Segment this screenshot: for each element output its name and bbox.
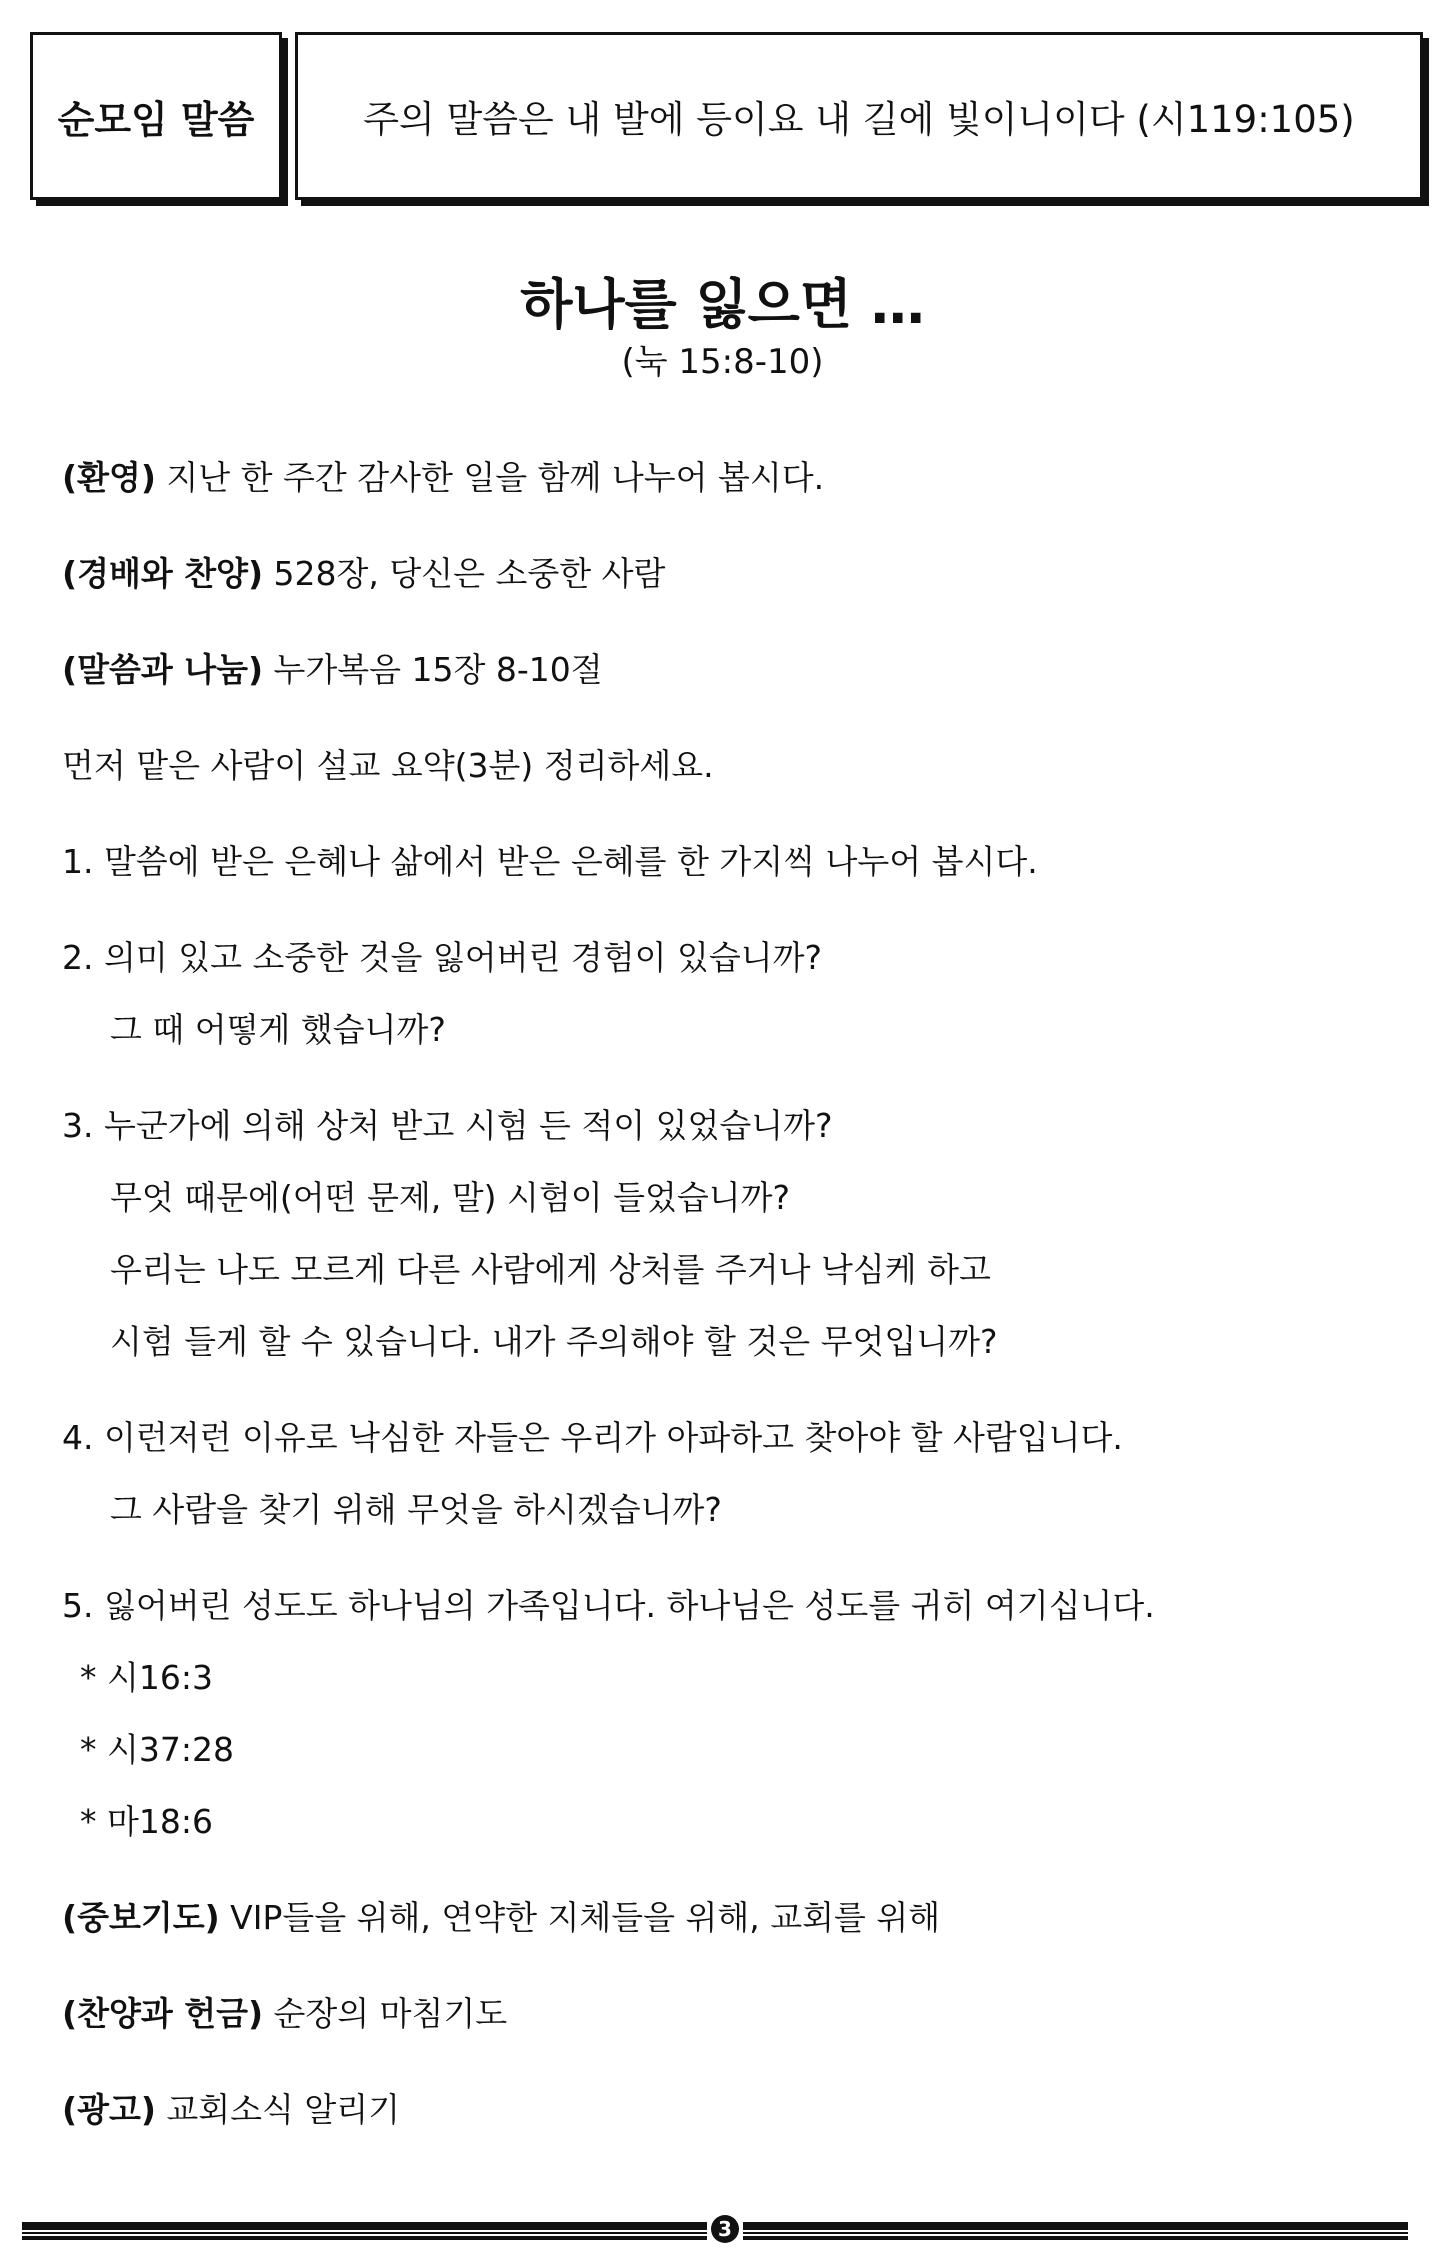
notice-line bbox=[62, 2090, 400, 2130]
header-label: 순모임 말씀 bbox=[57, 97, 255, 142]
notice-label: (광고) bbox=[62, 2090, 156, 2129]
reference-item: * 마18:6 bbox=[80, 1802, 213, 1841]
offering-text: 순장의 마침기도 bbox=[263, 1994, 508, 2033]
offering-label: (찬양과 헌금) bbox=[62, 1994, 264, 2033]
worship-text: 528장, 당신은 소중한 사람 bbox=[263, 554, 666, 593]
header-verse: 주의 말씀은 내 발에 등이요 내 길에 빛이니이다 (시119:105) bbox=[363, 98, 1355, 141]
reference-item: * 시37:28 bbox=[80, 1730, 234, 1769]
question-3-line-4: 시험 들게 할 수 있습니다. 내가 주의해야 할 것은 무엇입니까? bbox=[110, 1322, 998, 1361]
reference-item: * 시16:3 bbox=[80, 1658, 213, 1697]
question-1: 1. 말씀에 받은 은혜나 삶에서 받은 은혜를 한 가지씩 나누어 봅시다. bbox=[62, 842, 1038, 881]
question-3-line-2: 무엇 때문에(어떤 문제, 말) 시험이 들었습니까? bbox=[110, 1178, 791, 1217]
prayer-label: (중보기도) bbox=[62, 1898, 220, 1937]
intro-line: 먼저 맡은 사람이 설교 요약(3분) 정리하세요. bbox=[62, 746, 714, 785]
header-label-box bbox=[30, 32, 282, 200]
notice-text: 교회소식 알리기 bbox=[155, 2090, 401, 2129]
word-text: 누가복음 15장 8-10절 bbox=[263, 650, 603, 689]
worship-line bbox=[62, 554, 665, 594]
word-label: (말씀과 나눔) bbox=[62, 650, 264, 689]
word-line bbox=[62, 650, 603, 690]
welcome-line bbox=[62, 458, 824, 498]
question-5: 5. 잃어버린 성도도 하나님의 가족입니다. 하나님은 성도를 귀히 여기십니다. bbox=[62, 1586, 1155, 1625]
prayer-text: VIP들을 위해, 연약한 지체들을 위해, 교회를 위해 bbox=[219, 1898, 941, 1937]
question-2-line-2: 그 때 어떻게 했습니까? bbox=[110, 1010, 446, 1049]
question-2-line-1: 2. 의미 있고 소중한 것을 잃어버린 경험이 있습니까? bbox=[62, 938, 822, 977]
footer-rule-left bbox=[22, 2222, 707, 2240]
question-3-line-3: 우리는 나도 모르게 다른 사람에게 상처를 주거나 낙심케 하고 bbox=[110, 1250, 991, 1289]
offering-line bbox=[62, 1994, 507, 2034]
prayer-line bbox=[62, 1898, 940, 1938]
question-3-line-1: 3. 누군가에 의해 상처 받고 시험 든 적이 있었습니까? bbox=[62, 1106, 833, 1145]
welcome-label: (환영) bbox=[62, 458, 156, 497]
question-4-line-2: 그 사람을 찾기 위해 무엇을 하시겠습니까? bbox=[110, 1490, 722, 1529]
question-4-line-1: 4. 이런저런 이유로 낙심한 자들은 우리가 아파하고 찾아야 할 사람입니다. bbox=[62, 1418, 1123, 1457]
welcome-text: 지난 한 주간 감사한 일을 함께 나누어 봅시다. bbox=[155, 458, 825, 497]
footer-rule-right bbox=[743, 2222, 1408, 2240]
page-number: 3 bbox=[711, 2215, 739, 2243]
header-verse-box bbox=[295, 32, 1423, 200]
scripture-reference: (눅 15:8-10) bbox=[621, 342, 824, 382]
page-title: 하나를 잃으면 … bbox=[520, 273, 925, 336]
worship-label: (경배와 찬양) bbox=[62, 554, 264, 593]
